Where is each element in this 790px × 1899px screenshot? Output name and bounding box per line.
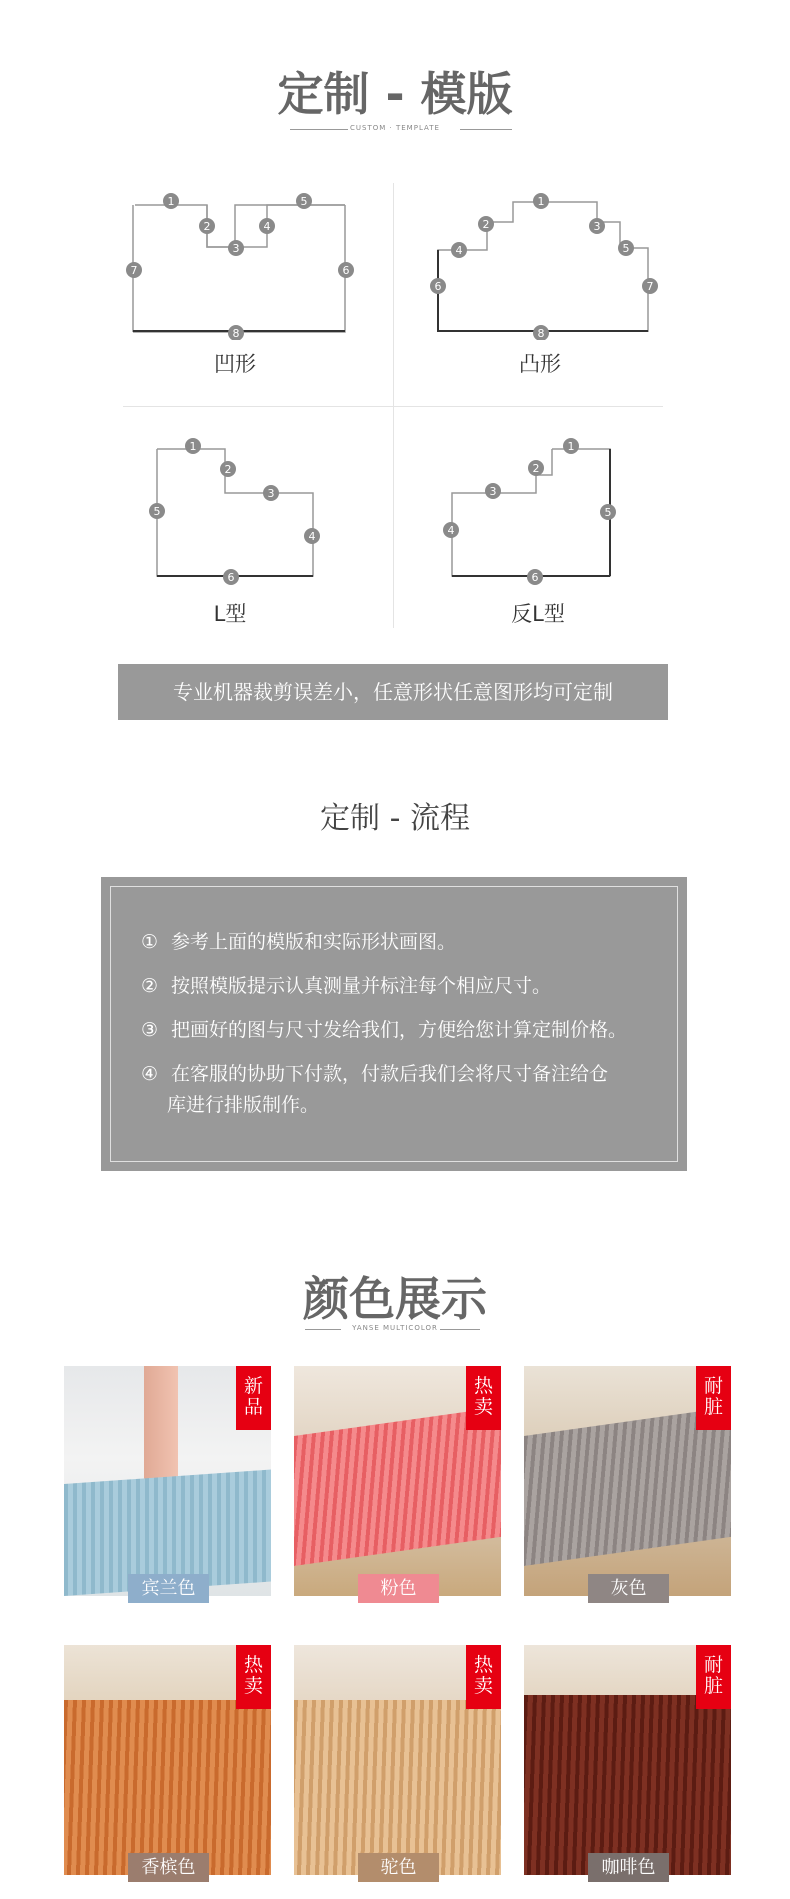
svg-text:6: 6 [342, 264, 350, 277]
color-title: 颜色展示 [303, 1272, 487, 1326]
color-tile-1[interactable] [64, 1366, 271, 1596]
badge-hot: 热 卖 [466, 1366, 501, 1430]
svg-text:1: 1 [189, 440, 197, 453]
badge-new: 新 品 [236, 1366, 271, 1430]
process-title: 定制 - 流程 [320, 801, 470, 836]
color-tile-4[interactable] [64, 1645, 271, 1875]
color-name-2: 粉色 [358, 1574, 439, 1603]
reverse-l-shape-label: 反L型 [511, 602, 565, 626]
step-text-continued: 库进行排版制作。 [167, 1094, 320, 1116]
svg-text:6: 6 [434, 280, 442, 293]
color-tile-2[interactable] [294, 1366, 501, 1596]
svg-text:8: 8 [232, 327, 240, 340]
svg-text:3: 3 [232, 242, 240, 255]
custom-cut-banner: 专业机器裁剪误差小，任意形状任意图形均可定制 [118, 664, 668, 720]
step-text: 把画好的图与尺寸发给我们，方便给您计算定制价格。 [171, 1019, 628, 1041]
process-step-2 [141, 971, 661, 1002]
badge-hot: 热 卖 [466, 1645, 501, 1709]
mat-swatch [294, 1700, 501, 1875]
step-number: ③ [141, 1019, 159, 1041]
color-name-1: 宾兰色 [128, 1574, 209, 1603]
svg-text:2: 2 [224, 463, 232, 476]
svg-text:4: 4 [455, 244, 463, 257]
process-step-1 [141, 927, 661, 958]
svg-text:1: 1 [537, 195, 545, 208]
svg-text:4: 4 [447, 524, 455, 537]
svg-text:3: 3 [593, 220, 601, 233]
color-name-3: 灰色 [588, 1574, 669, 1603]
badge-dirt-resistant: 耐 脏 [696, 1366, 731, 1430]
process-step-3 [141, 1015, 661, 1046]
step-text: 在客服的协助下付款，付款后我们会将尺寸备注给仓 [171, 1063, 609, 1085]
svg-text:2: 2 [532, 462, 540, 475]
badge-hot: 热 卖 [236, 1645, 271, 1709]
grid-divider-horizontal [123, 406, 663, 407]
svg-text:2: 2 [203, 220, 211, 233]
color-name-4: 香槟色 [128, 1853, 209, 1882]
convex-markers [430, 190, 660, 340]
svg-text:3: 3 [489, 485, 497, 498]
template-subtitle: CUSTOM · TEMPLATE [350, 124, 440, 132]
step-number: ④ [141, 1063, 159, 1085]
svg-text:6: 6 [227, 571, 235, 584]
template-title: 定制 - 模版 [277, 67, 513, 121]
l-shape-label: L型 [213, 602, 247, 626]
title-divider-right [460, 129, 512, 130]
step-number: ① [141, 931, 159, 953]
svg-text:5: 5 [300, 195, 308, 208]
svg-text:1: 1 [567, 440, 575, 453]
svg-text:4: 4 [263, 220, 271, 233]
svg-text:7: 7 [130, 264, 138, 277]
process-box [101, 877, 687, 1171]
svg-text:4: 4 [308, 530, 316, 543]
mat-swatch [524, 1695, 731, 1875]
step-text: 按照模版提示认真测量并标注每个相应尺寸。 [171, 975, 552, 997]
svg-text:5: 5 [604, 506, 612, 519]
process-step-4 [141, 1059, 661, 1121]
badge-dirt-resistant: 耐 脏 [696, 1645, 731, 1709]
concave-markers [125, 190, 355, 340]
color-tile-3[interactable] [524, 1366, 731, 1596]
step-text: 参考上面的模版和实际形状画图。 [171, 931, 457, 953]
color-name-5: 驼色 [358, 1853, 439, 1882]
convex-label: 凸形 [519, 352, 561, 376]
svg-text:2: 2 [482, 218, 490, 231]
color-subtitle: YANSE MULTICOLOR [352, 1324, 438, 1332]
concave-label: 凹形 [214, 352, 256, 376]
svg-text:8: 8 [537, 327, 545, 340]
color-name-6: 咖啡色 [588, 1853, 669, 1882]
step-number: ② [141, 975, 159, 997]
svg-text:1: 1 [167, 195, 175, 208]
mat-swatch [64, 1700, 271, 1875]
color-tile-5[interactable] [294, 1645, 501, 1875]
svg-text:3: 3 [267, 487, 275, 500]
color-tile-6[interactable] [524, 1645, 731, 1875]
svg-text:5: 5 [622, 242, 630, 255]
svg-text:6: 6 [531, 571, 539, 584]
svg-text:5: 5 [153, 505, 161, 518]
color-divider-right [440, 1329, 480, 1330]
l-shape-markers [145, 435, 335, 585]
svg-text:7: 7 [646, 280, 654, 293]
reverse-l-shape-markers [440, 435, 630, 585]
